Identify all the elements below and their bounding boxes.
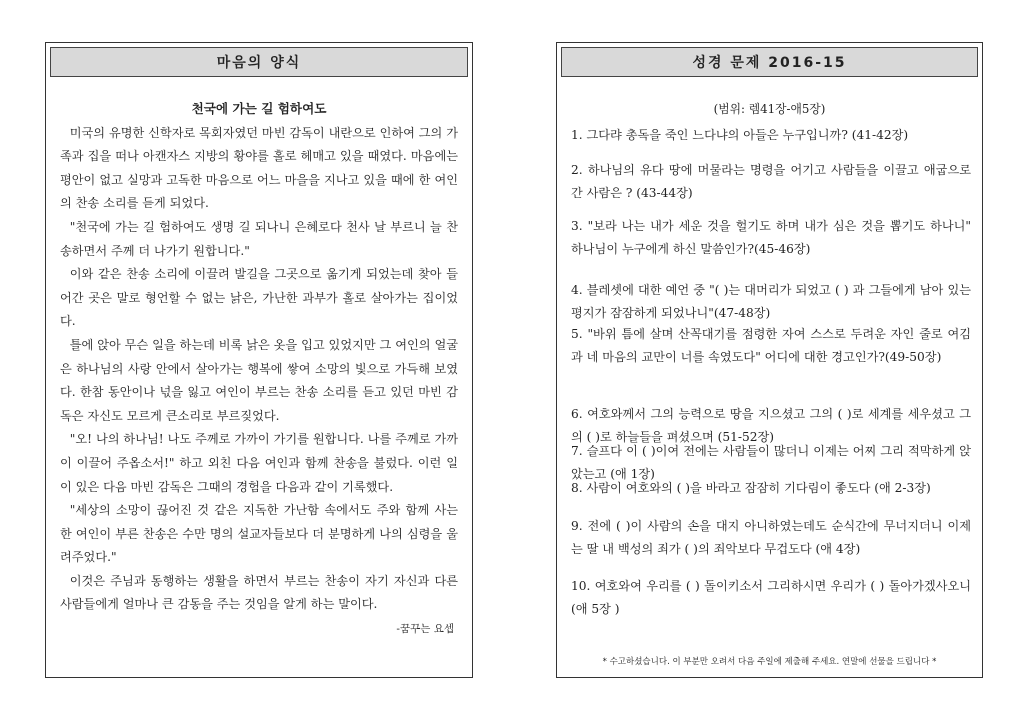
article-paragraph: 이것은 주님과 동행하는 생활을 하면서 부르는 찬송이 자기 자신과 다른 사람들에게 얼마나 큰 감동을 주는 것임을 알게 하는 말이다. — [60, 573, 458, 612]
article-paragraph: "천국에 가는 길 험하여도 생명 길 되나니 은혜로다 천사 날 부르니 늘 찬송하면서 주께 더 나가기 원합니다." — [60, 219, 458, 258]
quiz-question: 8. 사람이 여호와의 ( )을 바라고 잠잠히 기다림이 좋도다 (애 2-3장) — [571, 481, 931, 495]
article-body — [46, 77, 472, 642]
quiz-body — [557, 77, 982, 667]
quiz-question: 10. 여호와여 우리를 ( ) 돌이키소서 그리하시면 우리가 ( ) 돌아가겠사오니 (애 5장 ) — [571, 579, 971, 616]
right-panel-header: 성경 문제 2016-15 — [561, 47, 978, 77]
quiz-range: (범위: 렘41장-애5장) — [713, 102, 826, 116]
quiz-question: 5. "바위 틈에 살며 산꼭대기를 점령한 자여 스스로 두려운 자인 줄로 여김과 네 마음의 교만이 너를 속였도다" 어디에 대한 경고인가?(49-50장) — [571, 327, 971, 364]
article-paragraph: "오! 나의 하나님! 나도 주께로 가까이 가기를 원합니다. 나를 주께로 가까이 이끌어 주옵소서!" 하고 외친 다음 여인과 함께 찬송을 불렀다. 이런 일이 있은 다음 마빈 감독은 그때의 경험을 다음과 같이 기록했다. — [60, 432, 458, 494]
article-paragraph: 이와 같은 찬송 소리에 이끌려 발길을 그곳으로 옮기게 되었는데 찾아 들어간 곳은 말로 형언할 수 없는 낡은, 가난한 과부가 홀로 살아가는 집이었다. — [60, 267, 458, 329]
quiz-question: 4. 블레셋에 대한 예언 중 "( )는 대머리가 되었고 ( ) 과 그들에게 남아 있는 평지가 잠잠하게 되었나니"(47-48장) — [571, 283, 971, 320]
right-panel — [556, 42, 983, 678]
quiz-question: 7. 슬프다 이 ( )이여 전에는 사람들이 많더니 이제는 어찌 그리 적막하게 앉았는고 (애 1장) — [571, 444, 971, 481]
quiz-question: 3. "보라 나는 내가 세운 것을 헐기도 하며 내가 심은 것을 뽑기도 하나니" 하나님이 누구에게 하신 말씀인가?(45-46장) — [571, 219, 971, 256]
article-paragraph: "세상의 소망이 끊어진 것 같은 지독한 가난함 속에서도 주와 함께 사는 한 여인이 부른 찬송은 수만 명의 설교자들보다 더 분명하게 나의 심령을 울려주었다." — [60, 503, 458, 565]
article-signature: -꿈꾸는 요셉 — [396, 623, 454, 636]
left-panel — [45, 42, 473, 678]
quiz-question: 2. 하나님의 유다 땅에 머물라는 명령을 어기고 사람들을 이끌고 애굽으로 간 사람은 ? (43-44장) — [571, 163, 971, 200]
quiz-footnote: * 수고하셨습니다. 이 부분만 오려서 다음 주일에 제출해 주세요. 연말에 선물을 드립니다 * — [602, 657, 937, 667]
article-title: 천국에 가는 길 험하여도 — [191, 101, 327, 116]
article-paragraph: 미국의 유명한 신학자로 목회자였던 마빈 감독이 내란으로 인하여 그의 가족과 집을 떠나 아캔자스 지방의 황야를 홀로 헤매고 있을 때였다. 마음에는 평안이 없고 실망과 고독한 마음으로 어느 마을을 지나고 있을 때에 한 여인의 찬송 소리를 듣게 되었다. — [60, 125, 458, 211]
quiz-question: 9. 전에 ( )이 사람의 손을 대지 아니하였는데도 순식간에 무너지더니 이제는 딸 내 백성의 죄가 ( )의 죄악보다 무겁도다 (애 4장) — [571, 519, 971, 556]
left-panel-header: 마음의 양식 — [50, 47, 468, 77]
quiz-question: 1. 그다랴 총독을 죽인 느다냐의 아들은 누구입니까? (41-42장) — [571, 128, 909, 142]
article-paragraph: 틀에 앉아 무슨 일을 하는데 비록 낡은 옷을 입고 있었지만 그 여인의 얼굴은 하나님의 사랑 안에서 살아가는 행복에 쌓여 소망의 빛으로 가득해 보였다. 한참 동안이나 넋을 잃고 여인이 부르는 찬송 소리를 듣고 있던 마빈 감독은 자신도 모르게 큰소리로 부르짖었다. — [60, 337, 458, 423]
quiz-question: 6. 여호와께서 그의 능력으로 땅을 지으셨고 그의 ( )로 세계를 세우셨고 그의 ( )로 하늘들을 펴셨으며 (51-52장) — [571, 407, 971, 444]
